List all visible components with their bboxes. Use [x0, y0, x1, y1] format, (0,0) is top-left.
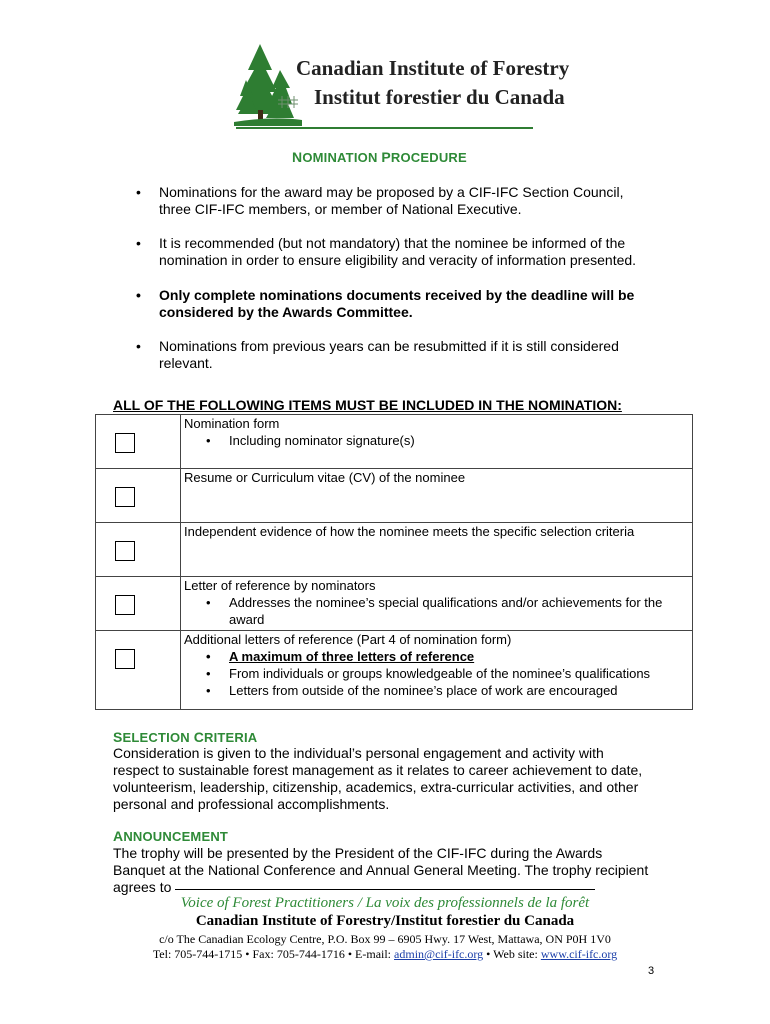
footer-address: c/o The Canadian Ecology Centre, P.O. Box 99 – 6905 Hwy. 17 West, Mattawa, ON P0H 1V0	[159, 932, 611, 946]
procedure-bullet-list	[136, 184, 656, 218]
procedure-bullet-list	[136, 287, 656, 321]
footer-divider	[175, 889, 595, 890]
footer-contact	[0, 947, 770, 962]
procedure-bullet: • Nominations from previous years can be resubmitted if it is still considered relevant.	[136, 338, 656, 372]
checklist-row	[96, 469, 692, 523]
footer-web-label: Web site:	[493, 947, 541, 961]
checklist-item-text	[184, 631, 684, 699]
checkbox-cell	[96, 577, 181, 630]
footer-web-link[interactable]: www.cif-ifc.org	[540, 947, 618, 961]
footer-email-link[interactable]: admin@cif-ifc.org	[394, 947, 484, 961]
announcement-body: The trophy will be presented by the President of the CIF-IFC during the Awards Banquet at the National Conference and Annual General Meeting. The trophy recipient agrees to	[113, 845, 649, 895]
checklist-sub-item: • Letters from outside of the nominee’s place of work are encouraged	[184, 682, 684, 699]
footer-email-label: E-mail:	[355, 947, 395, 961]
checklist-item-text	[184, 415, 684, 449]
checklist-item-title: Independent evidence of how the nominee meets the specific selection criteria	[184, 524, 635, 539]
selection-criteria-heading: SELECTION CRITERIA	[113, 729, 258, 745]
nomination-procedure-heading: NOMINATION PROCEDURE	[292, 149, 467, 165]
footer-separator: •	[344, 947, 356, 961]
footer-tel: Tel: 705-744-1715	[152, 947, 243, 961]
footer-org-name: Canadian Institute of Forestry/Institut forestier du Canada	[195, 913, 575, 929]
checklist-item-text	[184, 523, 684, 540]
page-number: 3	[648, 965, 655, 977]
footer-separator: •	[242, 947, 253, 961]
checkbox-cell	[96, 523, 181, 576]
procedure-bullet: • Only complete nominations documents received by the deadline will be considered by the Awards Committee.	[136, 287, 656, 321]
footer-tagline: Voice of Forest Practitioners / La voix des professionnels de la forêt	[180, 895, 590, 911]
procedure-bullet: • Nominations for the award may be proposed by a CIF-IFC Section Council, three CIF-IFC members, or member of National Executive.	[136, 184, 656, 218]
header-divider	[236, 127, 533, 129]
checkbox-cell	[96, 631, 181, 709]
checklist-row	[96, 577, 692, 631]
announcement-heading: ANNOUNCEMENT	[113, 828, 229, 844]
checkbox[interactable]	[115, 595, 135, 615]
checkbox[interactable]	[115, 487, 135, 507]
checklist-sub-item: • From individuals or groups knowledgeable of the nominee’s qualifications	[184, 665, 684, 682]
checklist-item-title: Resume or Curriculum vitae (CV) of the nominee	[184, 470, 466, 485]
checklist-row	[96, 415, 692, 469]
org-name-en: Canadian Institute of Forestry	[296, 56, 570, 80]
checklist-table	[95, 414, 693, 710]
selection-criteria-body: Consideration is given to the individual’s personal engagement and activity with respect to sustainable forest management as it relates to career achievement to date, volunteerism, leadership, citizenship, academics, extra-curricular activities, and other personal and professional accomplishments.	[113, 745, 643, 812]
checklist-item-text	[184, 469, 684, 486]
checklist-row	[96, 523, 692, 577]
org-name-fr: Institut forestier du Canada	[314, 85, 565, 109]
procedure-bullet: • It is recommended (but not mandatory) that the nominee be informed of the nomination in order to ensure eligibility and veracity of information presented.	[136, 235, 656, 269]
footer-fax: Fax: 705-744-1716	[252, 947, 345, 961]
checkbox[interactable]	[115, 433, 135, 453]
checkbox[interactable]	[115, 541, 135, 561]
checklist-heading: ALL OF THE FOLLOWING ITEMS MUST BE INCLUDED IN THE NOMINATION:	[113, 397, 622, 413]
checklist-item-title: Nomination form	[184, 416, 280, 431]
checklist-sub-item: • Addresses the nominee’s special qualifications and/or achievements for the award	[184, 594, 684, 628]
checklist-item-title: Letter of reference by nominators	[184, 578, 376, 593]
footer-separator: •	[483, 947, 494, 961]
checkbox-cell	[96, 469, 181, 522]
checklist-item-title: Additional letters of reference (Part 4 of nomination form)	[184, 632, 512, 647]
checkbox-cell	[96, 415, 181, 468]
checklist-sub-item: • Including nominator signature(s)	[184, 432, 684, 449]
checkbox[interactable]	[115, 649, 135, 669]
checklist-sub-item: • A maximum of three letters of reference	[184, 648, 684, 665]
checklist-row	[96, 631, 692, 709]
procedure-bullet-list	[136, 235, 656, 269]
procedure-bullet-list	[136, 338, 656, 372]
checklist-item-text	[184, 577, 684, 628]
